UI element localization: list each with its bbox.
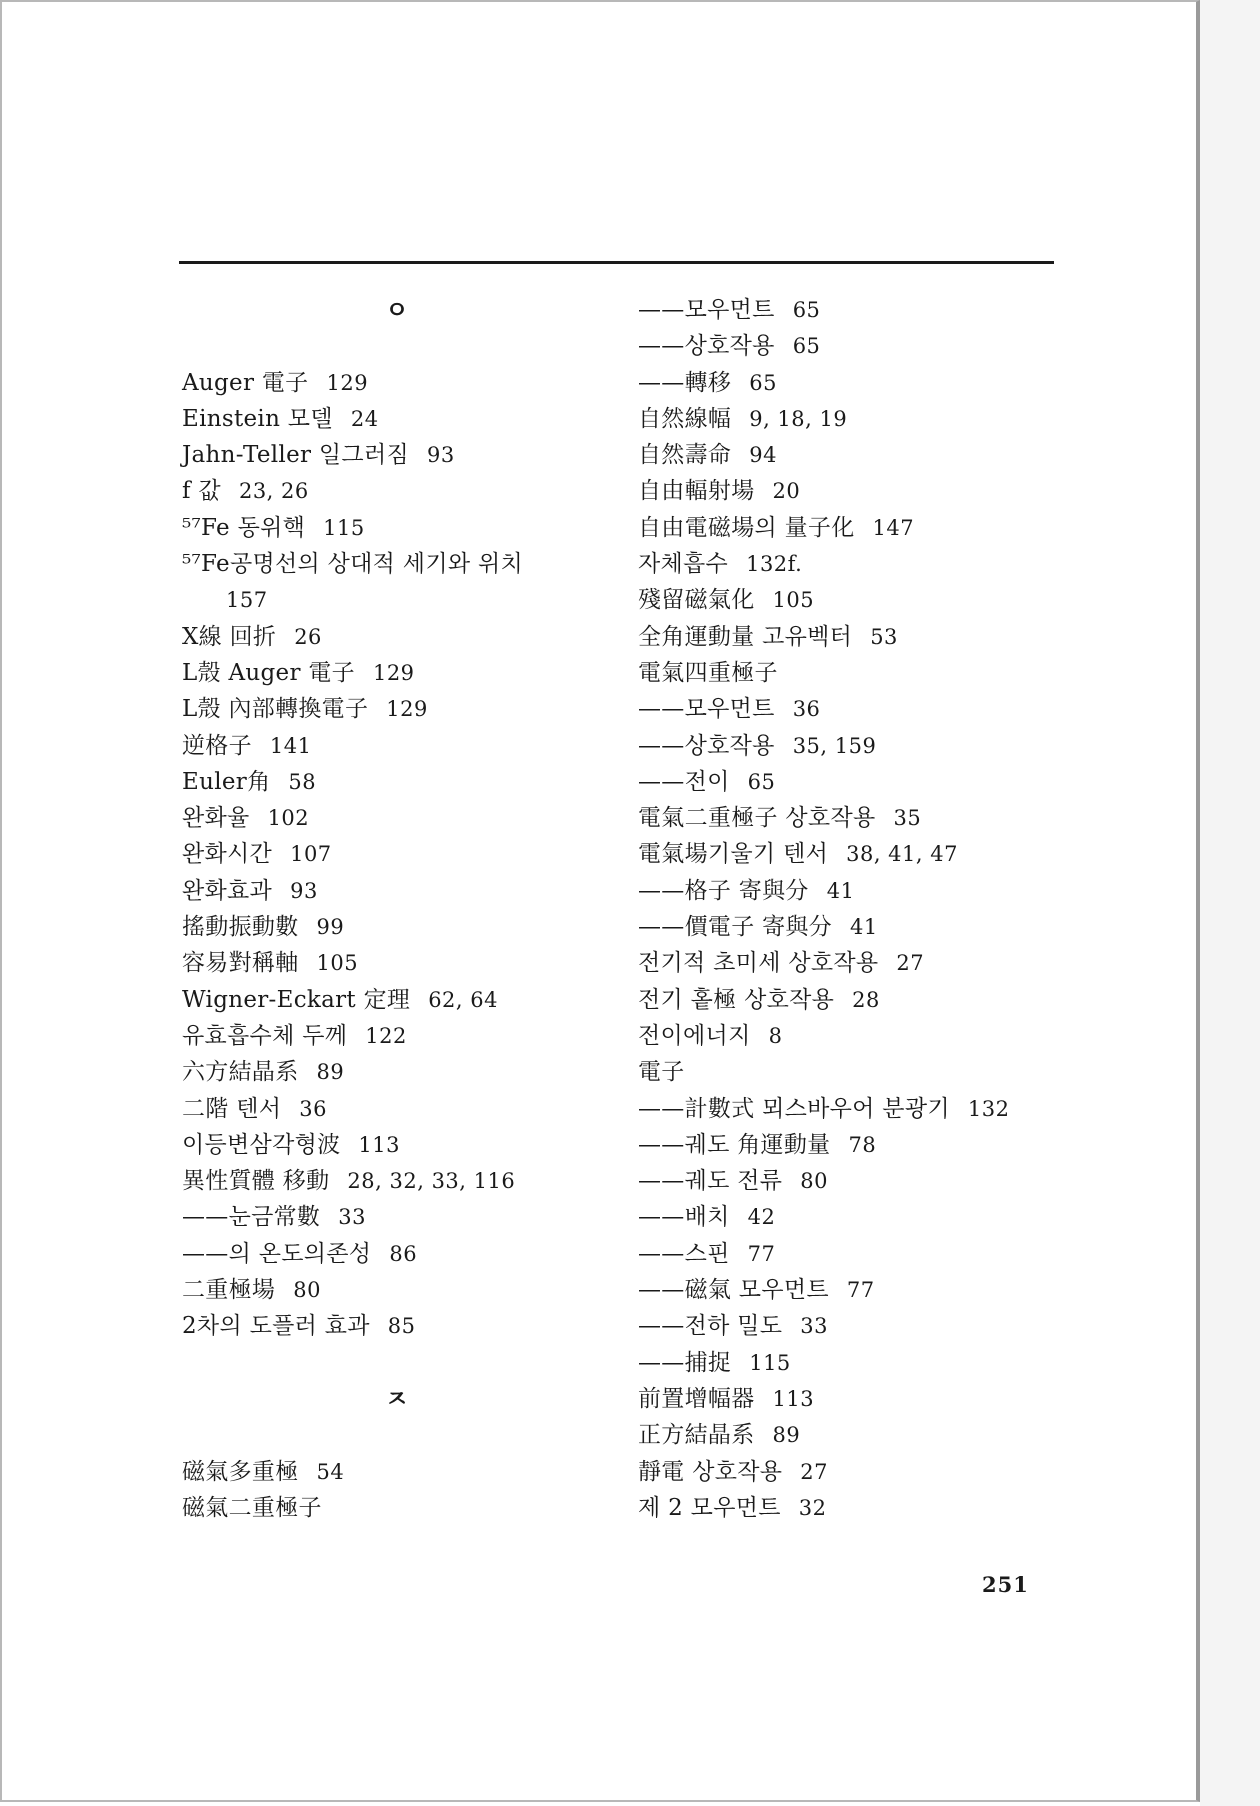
index-entry bbox=[638, 1091, 1078, 1127]
index-entry bbox=[638, 1127, 1078, 1163]
index-term: 제 2 모우먼트 bbox=[638, 1494, 781, 1521]
index-term: L殼 Auger 電子 bbox=[182, 659, 355, 686]
index-entry bbox=[638, 582, 1078, 618]
index-entry bbox=[638, 1417, 1078, 1453]
index-entry bbox=[182, 764, 612, 800]
index-entry bbox=[182, 728, 612, 764]
index-entry bbox=[638, 691, 1078, 727]
viewer-background bbox=[1200, 0, 1260, 1806]
index-pages: 129 bbox=[372, 660, 415, 685]
index-term: 2차의 도플러 효과 bbox=[182, 1313, 370, 1340]
index-pages: 23, 26 bbox=[238, 479, 309, 504]
index-pages: 35, 159 bbox=[792, 733, 877, 758]
index-pages: 32 bbox=[798, 1495, 827, 1520]
index-entry bbox=[638, 546, 1078, 582]
index-pages: 105 bbox=[772, 588, 815, 613]
index-term: X線 回折 bbox=[182, 623, 277, 650]
index-entry bbox=[182, 1054, 612, 1090]
index-entry bbox=[182, 401, 612, 437]
index-pages: 28 bbox=[852, 987, 880, 1012]
index-term: ——計數式 뫼스바우어 분광기 bbox=[638, 1095, 950, 1122]
index-pages: 78 bbox=[848, 1132, 877, 1157]
index-entry bbox=[182, 1163, 612, 1199]
index-pages: 80 bbox=[293, 1278, 321, 1303]
index-term: 자체흡수 bbox=[638, 551, 729, 578]
index-entry bbox=[182, 365, 612, 401]
index-pages: 113 bbox=[772, 1386, 815, 1411]
index-entry bbox=[638, 1236, 1078, 1272]
index-term: 自然線幅 bbox=[638, 405, 732, 432]
index-entry bbox=[638, 728, 1078, 764]
index-entry bbox=[638, 365, 1078, 401]
index-entry bbox=[638, 873, 1078, 909]
index-entry bbox=[638, 1381, 1078, 1417]
index-pages: 99 bbox=[316, 915, 345, 940]
index-entry bbox=[638, 510, 1078, 546]
index-entry bbox=[182, 945, 612, 981]
index-entry bbox=[182, 1199, 612, 1235]
index-term: 自由電磁場의 量子化 bbox=[638, 514, 855, 541]
index-entry bbox=[638, 328, 1078, 364]
index-pages: 41 bbox=[826, 878, 855, 903]
index-pages: 8 bbox=[768, 1023, 783, 1048]
index-term: ⁵⁷Fe공명선의 상대적 세기와 위치 bbox=[182, 551, 524, 578]
index-pages: 62, 64 bbox=[428, 987, 498, 1012]
header-rule bbox=[179, 261, 1054, 264]
index-term: ——捕捉 bbox=[638, 1349, 732, 1376]
index-entry bbox=[638, 945, 1078, 981]
index-pages: 157 bbox=[226, 588, 268, 613]
index-term: 磁氣二重極子 bbox=[182, 1494, 322, 1521]
index-entry bbox=[638, 401, 1078, 437]
index-entry bbox=[638, 655, 1078, 691]
index-entry bbox=[182, 1490, 612, 1526]
index-entry bbox=[182, 619, 612, 655]
index-term: ——상호작용 bbox=[638, 732, 775, 759]
index-term: Euler角 bbox=[182, 768, 271, 795]
index-entry bbox=[182, 1308, 612, 1344]
index-column-left bbox=[182, 292, 612, 1526]
index-pages: 94 bbox=[749, 443, 777, 468]
index-entry bbox=[638, 1199, 1078, 1235]
index-term: 電氣二重極子 상호작용 bbox=[638, 805, 876, 832]
index-term: ——모우먼트 bbox=[638, 297, 775, 323]
index-pages: 20 bbox=[772, 479, 801, 504]
index-entry bbox=[638, 836, 1078, 872]
index-term: 완화시간 bbox=[182, 841, 273, 868]
index-term: 正方結晶系 bbox=[638, 1422, 755, 1449]
index-entry bbox=[182, 1018, 612, 1054]
index-term: 全角運動量 고유벡터 bbox=[638, 623, 853, 650]
index-term: ——價電子 寄與分 bbox=[638, 914, 833, 941]
index-entry bbox=[638, 800, 1078, 836]
index-pages: 33 bbox=[800, 1314, 829, 1339]
index-term: 전기적 초미세 상호작용 bbox=[638, 950, 879, 977]
index-term: Auger 電子 bbox=[182, 369, 309, 396]
index-term: f 값 bbox=[182, 478, 221, 505]
index-pages: 86 bbox=[389, 1241, 418, 1266]
page-number: 251 bbox=[982, 1572, 1029, 1597]
index-pages: 33 bbox=[338, 1205, 366, 1230]
index-pages: 77 bbox=[747, 1241, 776, 1266]
index-term: ——전하 밀도 bbox=[638, 1313, 783, 1340]
spacer bbox=[182, 328, 612, 364]
index-term: 前置增幅器 bbox=[638, 1385, 755, 1412]
index-pages: 113 bbox=[358, 1132, 401, 1157]
index-pages: 42 bbox=[747, 1205, 776, 1230]
index-entry bbox=[638, 1308, 1078, 1344]
index-entry bbox=[638, 1272, 1078, 1308]
index-entry bbox=[182, 655, 612, 691]
index-term: ——轉移 bbox=[638, 369, 732, 396]
section-heading: ㅈ bbox=[385, 1384, 409, 1413]
index-pages: 141 bbox=[269, 733, 312, 758]
index-term: 二階 텐서 bbox=[182, 1095, 282, 1122]
index-pages: 147 bbox=[872, 515, 915, 540]
index-pages: 132 bbox=[967, 1096, 1010, 1121]
index-entry bbox=[638, 1454, 1078, 1490]
index-pages: 58 bbox=[288, 769, 317, 794]
index-term: 완화효과 bbox=[182, 877, 273, 904]
index-entry bbox=[638, 473, 1078, 509]
index-term: 六方結晶系 bbox=[182, 1059, 299, 1086]
index-term: ——모우먼트 bbox=[638, 696, 775, 723]
index-pages: 129 bbox=[386, 697, 428, 722]
index-term: 自然壽命 bbox=[638, 442, 732, 469]
index-pages: 65 bbox=[792, 334, 821, 359]
index-pages: 27 bbox=[896, 951, 925, 976]
index-term: ——궤도 전류 bbox=[638, 1168, 783, 1195]
index-entry bbox=[182, 800, 612, 836]
index-entry bbox=[182, 909, 612, 945]
index-entry bbox=[638, 292, 1078, 328]
index-term: 靜電 상호작용 bbox=[638, 1458, 783, 1485]
index-pages: 53 bbox=[870, 624, 898, 649]
index-pages: 65 bbox=[749, 370, 777, 395]
index-entry bbox=[182, 546, 612, 582]
index-term: ——상호작용 bbox=[638, 333, 775, 360]
index-entry bbox=[638, 982, 1078, 1018]
index-term: ——스핀 bbox=[638, 1240, 730, 1267]
index-entry bbox=[638, 1345, 1078, 1381]
index-pages: 93 bbox=[426, 443, 455, 468]
index-term: ——배치 bbox=[638, 1204, 730, 1231]
index-entry bbox=[182, 1454, 612, 1490]
index-column-right bbox=[638, 292, 1078, 1526]
index-entry bbox=[182, 1127, 612, 1163]
index-pages: 85 bbox=[387, 1314, 416, 1339]
index-term: 전기 홑極 상호작용 bbox=[638, 986, 835, 1013]
index-pages: 41 bbox=[850, 915, 878, 940]
index-entry bbox=[182, 836, 612, 872]
index-entry bbox=[182, 691, 612, 727]
index-entry bbox=[638, 619, 1078, 655]
index-term: ——전이 bbox=[638, 768, 730, 795]
index-entry bbox=[182, 1236, 612, 1272]
index-term: Einstein 모델 bbox=[182, 405, 333, 432]
index-term: 搖動振動數 bbox=[182, 914, 299, 941]
index-entry bbox=[182, 473, 612, 509]
index-pages: 93 bbox=[290, 878, 318, 903]
index-pages: 36 bbox=[299, 1096, 327, 1121]
index-entry bbox=[638, 764, 1078, 800]
index-term: Jahn-Teller 일그러짐 bbox=[182, 442, 409, 469]
index-pages: 115 bbox=[323, 515, 365, 540]
index-term: 電氣四重極子 bbox=[638, 659, 778, 686]
index-term: ——格子 寄與分 bbox=[638, 877, 809, 904]
index-term: ——눈금常數 bbox=[182, 1204, 321, 1231]
index-pages: 27 bbox=[800, 1459, 829, 1484]
index-entry bbox=[182, 873, 612, 909]
index-entry bbox=[638, 1490, 1078, 1526]
index-pages: 107 bbox=[290, 842, 332, 867]
index-term: 電氣場기울기 텐서 bbox=[638, 841, 829, 868]
index-pages: 89 bbox=[772, 1423, 801, 1448]
index-pages: 38, 41, 47 bbox=[846, 842, 958, 867]
index-entry bbox=[638, 437, 1078, 473]
index-entry bbox=[182, 437, 612, 473]
index-pages: 65 bbox=[792, 298, 821, 322]
index-pages: 28, 32, 33, 116 bbox=[347, 1169, 516, 1194]
spacer bbox=[182, 1345, 612, 1381]
index-term: 殘留磁氣化 bbox=[638, 587, 755, 614]
index-pages: 36 bbox=[792, 697, 821, 722]
index-term: 電子 bbox=[638, 1059, 685, 1086]
index-term: 완화율 bbox=[182, 805, 250, 832]
index-entry bbox=[182, 510, 612, 546]
index-pages: 129 bbox=[326, 370, 369, 395]
index-term: Wigner-Eckart 定理 bbox=[182, 986, 411, 1013]
index-pages: 102 bbox=[267, 806, 310, 831]
index-pages: 115 bbox=[749, 1350, 791, 1375]
index-pages: 105 bbox=[316, 951, 359, 976]
index-term: 逆格子 bbox=[182, 732, 252, 759]
index-entry bbox=[638, 1163, 1078, 1199]
index-term: ——磁氣 모우먼트 bbox=[638, 1277, 829, 1304]
index-pages: 35 bbox=[893, 806, 922, 831]
section-heading: ㅇ bbox=[385, 296, 409, 324]
index-pages: 77 bbox=[846, 1278, 875, 1303]
index-pages: 122 bbox=[365, 1023, 407, 1048]
index-entry bbox=[638, 909, 1078, 945]
index-pages: 89 bbox=[316, 1060, 345, 1085]
index-pages: 26 bbox=[294, 624, 322, 649]
index-term: 二重極場 bbox=[182, 1277, 276, 1304]
spacer bbox=[182, 1417, 612, 1453]
index-term: 유효흡수체 두께 bbox=[182, 1022, 348, 1049]
index-entry bbox=[182, 1091, 612, 1127]
index-pages: 80 bbox=[800, 1169, 829, 1194]
index-term: ——의 온도의존성 bbox=[182, 1240, 372, 1267]
index-term: 自由輻射場 bbox=[638, 478, 755, 505]
index-term: 磁氣多重極 bbox=[182, 1458, 299, 1485]
index-pages: 9, 18, 19 bbox=[749, 406, 848, 431]
index-pages: 24 bbox=[350, 406, 379, 431]
index-term: L殼 內部轉換電子 bbox=[182, 696, 369, 723]
index-pages: 54 bbox=[316, 1459, 345, 1484]
index-entry bbox=[638, 1054, 1078, 1090]
index-entry bbox=[638, 1018, 1078, 1054]
index-term: 容易對稱軸 bbox=[182, 950, 299, 977]
index-entry bbox=[182, 1272, 612, 1308]
index-entry bbox=[182, 982, 612, 1018]
index-term: 異性質體 移動 bbox=[182, 1168, 330, 1195]
index-entry bbox=[182, 582, 612, 618]
index-term: 이등변삼각형波 bbox=[182, 1131, 341, 1158]
index-term: ——궤도 角運動量 bbox=[638, 1131, 831, 1158]
index-pages: 65 bbox=[747, 769, 776, 794]
index-term: 전이에너지 bbox=[638, 1022, 751, 1049]
index-term: ⁵⁷Fe 동위핵 bbox=[182, 514, 306, 541]
index-pages: 132f. bbox=[746, 552, 803, 577]
